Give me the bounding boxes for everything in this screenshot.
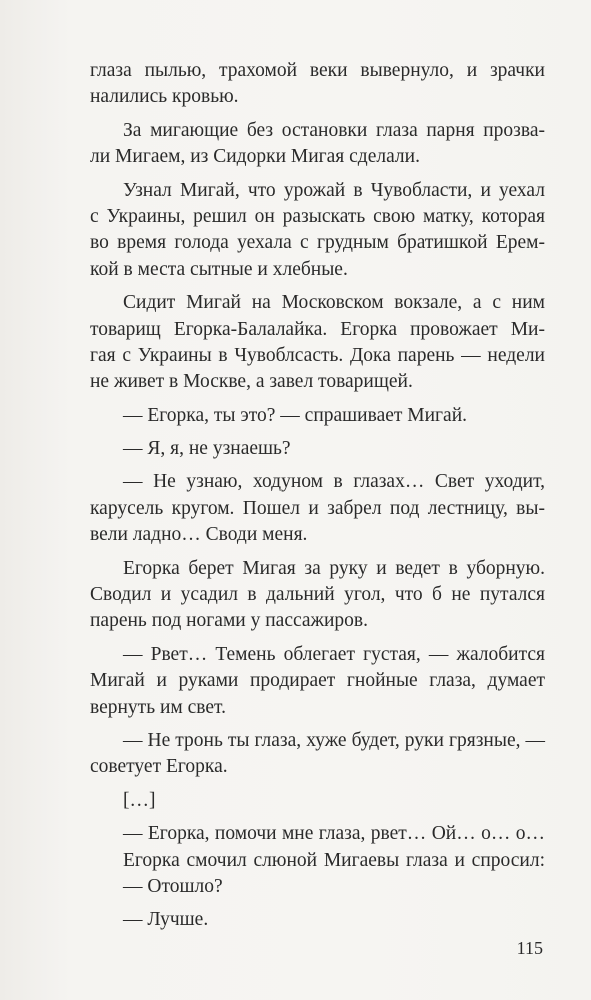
text-line: кой в места сытные и хлебные. [90, 258, 348, 280]
text-line: вели ладно… Своди меня. [90, 524, 308, 546]
text-line: советует Егорка. [90, 756, 228, 778]
text-line: парень под ногами у пассажиров. [90, 610, 369, 632]
text-line: ли Мигаем, из Сидорки Мигая сделали. [90, 146, 420, 168]
text-line: карусель кругом. Пошел и забрел под лестницу, вы- [90, 497, 545, 519]
text-line: Мигай и руками продирает гнойные глаза, думает [90, 670, 545, 692]
text-line: — Не узнаю, ходуном в глазах… Свет уходит, [123, 471, 545, 493]
page-body-text [90, 58, 545, 934]
text-line: — Рвет… Темень облегает густая, — жалобится [123, 643, 545, 665]
text-line: гая с Украины в Чувоблсасть. Дока парень — недели [90, 344, 545, 366]
text-line: За мигающие без остановки глаза парня прозва- [123, 119, 545, 141]
text-line: вернуть им свет. [90, 696, 226, 718]
text-line: товарищ Егорка-Балалайка. Егорка провожает Ми- [90, 318, 545, 340]
text-line: Егорка смочил слюной Мигаевы глаза и спросил: [123, 849, 545, 871]
text-line: — Отошло? [123, 875, 223, 897]
text-line: Сидит Мигай на Московском вокзале, а с ним [123, 292, 545, 314]
text-line: налились кровью. [90, 86, 239, 108]
text-line: Узнал Мигай, что урожай в Чувобласти, и уехал [123, 179, 545, 201]
text-line: — Я, я, не узнаешь? [123, 438, 291, 460]
text-line: — Лучше. [123, 909, 209, 931]
text-line: во время голода уехала с грудным братишкой Ерем- [90, 232, 545, 254]
text-line: — Егорка, помочи мне глаза, рвет… Ой… о… о… [123, 823, 545, 845]
text-line: не живет в Москве, а завел товарищей. [90, 371, 413, 393]
text-line: […] [123, 789, 156, 811]
page-number: 115 [516, 938, 543, 958]
text-line: Сводил и усадил в дальний угол, что б не путался [90, 584, 545, 606]
text-line: — Егорка, ты это? — спрашивает Мигай. [123, 404, 468, 426]
text-line: с Украины, решил он разыскать свою матку, которая [90, 205, 545, 227]
text-line: Егорка берет Мигая за руку и ведет в уборную. [123, 557, 545, 579]
text-line: глаза пылью, трахомой веки вывернуло, и зрачки [90, 60, 545, 81]
text-line: — Не тронь ты глаза, хуже будет, руки грязные, — [123, 729, 545, 751]
